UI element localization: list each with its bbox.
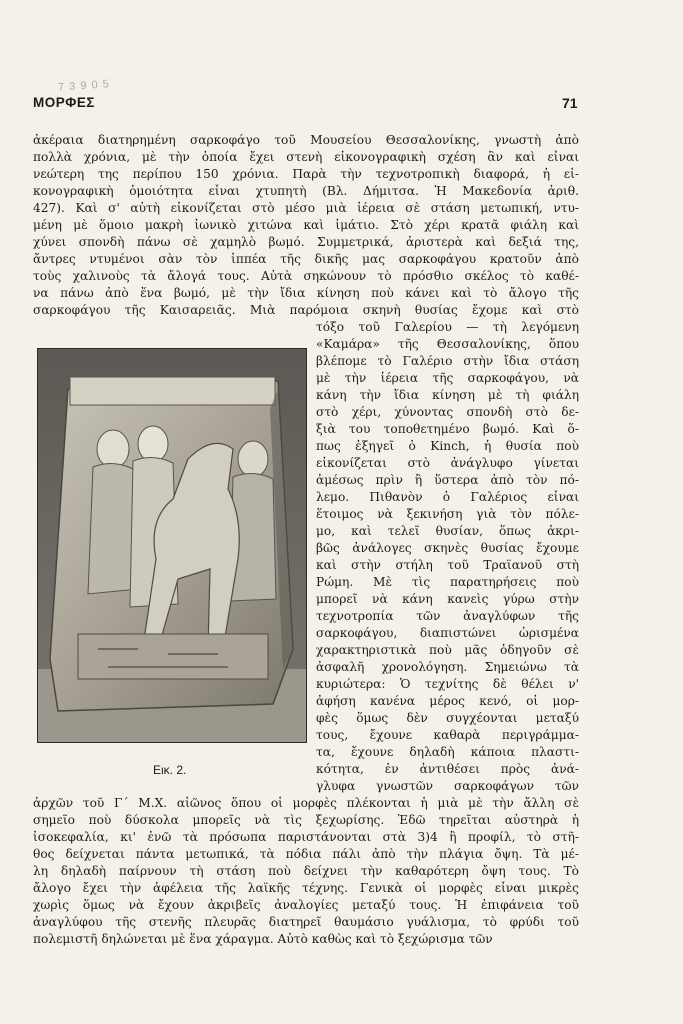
text-line: γλυφα γνωστῶν σαρκοφάγων τῶν xyxy=(316,779,579,793)
text-line: τοὺς χαλινοὺς τὰ ἄλογά τους. Αὐτὰ σηκώνουν τὸ πρόσθιο σκέλος τὸ καθέ- xyxy=(33,269,579,283)
text-line: καὶ στὴν στήλη τοῦ Τραϊανοῦ στὴ xyxy=(316,558,579,572)
text-line: σαρκοφάγου τῆς Καισαρειᾶς. Μιὰ παρόμοια σκηνὴ θυσίας ἔχομε καὶ στὸ xyxy=(33,303,579,317)
text-line: τεχνοτροπία τῶν ἀναγλύφων τῆς xyxy=(316,609,579,623)
text-line: κότητα, ἐν ἀντιθέσει πρὸς ἀνά- xyxy=(316,762,579,776)
text-line: πολλὰ χρόνια, μὲ τὴν ὁποία ἔχει στενὴ εἰκονογραφικὴ σχέση ἂν καὶ εἶναι xyxy=(33,150,579,164)
text-line: ἀρχῶν τοῦ Γ΄ Μ.Χ. αἰῶνος ὅπου οἱ μορφὲς πλέκονται ἡ μιὰ μὲ τὴν ἄλλη σὲ xyxy=(33,796,579,810)
text-line: λη δηλαδὴ παίρνουν τὴ στάση ποὺ δείχνει τὴν καθαρότερη ὄψη τους. Τὸ xyxy=(33,864,579,878)
text-line: ἰσοκεφαλία, κι' ἐνῶ τὰ πρόσωπα παριστάνονται στὰ 3)4 ἢ προφίλ, τὸ στῆ- xyxy=(33,830,579,844)
text-line: μένη μὲ ὅμοιο μακρὴ ἰωνικὸ χιτώνα καὶ ἱμάτιο. Στὸ χέρι κρατᾶ φιάλη καὶ xyxy=(33,218,579,232)
text-line: νεώτερη της περίπου 150 χρόνια. Παρὰ τὴν τεχνοτροπικὴ διαφορά, ἡ εἰ- xyxy=(33,167,579,181)
text-line: ἀναγλύφου τῆς στενῆς πλευρᾶς διατηρεῖ θαυμάσιο γυάλισμα, τὸ φρύδι τοῦ xyxy=(33,915,579,929)
text-line: θος δείχνεται πάντα μετωπικά, τὰ πόδια πάλι ἀπὸ τὴν πλάγια ὄψη. Τὰ μέ- xyxy=(33,847,579,861)
text-line: «Καμάρα» τῆς Θεσσαλονίκης, ὅπου xyxy=(316,337,579,351)
figure-caption: Εικ. 2. xyxy=(153,763,187,777)
text-line: χαρακτηριστικὰ ποὺ μᾶς ὁδηγοῦν σὲ xyxy=(316,643,579,657)
text-line: εἰκονίζεται στὸ ἀνάγλυφο γίνεται xyxy=(316,456,579,470)
relief-photograph xyxy=(37,348,307,743)
text-line: βῶς ἀνάλογες σκηνὲς θυσίας ἔχουμε xyxy=(316,541,579,555)
text-line: μὲ τὴν ἱέρεια τῆς σαρκοφάγου, νὰ xyxy=(316,371,579,385)
text-line: ἄλογο ἔχει τὴν ἀφέλεια τῆς λαϊκῆς τέχνης. Γενικὰ οἱ μορφὲς εἶναι μικρὲς xyxy=(33,881,579,895)
text-line: κάνη τὴν ἴδια κίνηση μὲ τὴ φιάλη xyxy=(316,388,579,402)
text-line: τους, ἔχουνε καθαρὰ περιγράμμα- xyxy=(316,728,579,742)
text-line: μο, καὶ τελεῖ θυσίαν, ὅπως ἀκρι- xyxy=(316,524,579,538)
text-line: κονογραφικὴ ὁμοιότητα εἶναι χτυπητὴ (Βλ. Δήμιτσα. Ἡ Μακεδονία ἀριθ. xyxy=(33,184,579,198)
text-line: τόξο τοῦ Γαλερίου — τὴ λεγόμενη xyxy=(316,320,579,334)
text-line: ἀκέραια διατηρημένη σαρκοφάγο τοῦ Μουσείου Θεσσαλονίκης, γνωστὴ ἀπὸ xyxy=(33,133,579,147)
text-line: πως ἐξηγεῖ ὁ Kinch, ἡ θυσία ποὺ xyxy=(316,439,579,453)
text-line: πολεμιστῆ δηλώνεται μὲ ἕνα χάραγμα. Αὐτὸ καθὼς καὶ τὸ ξεχώρισμα τῶν xyxy=(33,932,493,946)
running-header-title: ΜΟΡΦΕΣ xyxy=(33,95,95,110)
relief-illustration xyxy=(38,349,306,742)
text-line: 427). Καὶ σ' αὐτὴ εἰκονίζεται στὸ μέσο μιὰ ἱέρεια σὲ στάση μετωπική, ντυ- xyxy=(33,201,579,215)
text-line: σαρκοφάγου, διαπιστώνει ὡρισμένα xyxy=(316,626,579,640)
text-line: χωρὶς ὅμως νὰ ἔχουν ἀκριβεῖς ἀναλογίες μεταξύ τους. Ἡ ἐπιφάνεια τοῦ xyxy=(33,898,579,912)
text-line: ἀσφαλῆ χρονολόγηση. Σημειώνω τὰ xyxy=(316,660,579,674)
text-line: σημεῖο ποὺ δύσκολα μπορεῖς νὰ τὶς ξεχωρίσης. Ἐδῶ τηρεῖται αὐστηρὰ ἡ xyxy=(33,813,579,827)
text-line: ἕτοιμος νὰ ξεκινήση γιὰ τὸν πόλε- xyxy=(316,507,579,521)
text-line: στὸ χέρι, χύνοντας σπονδὴ στὸ δε- xyxy=(316,405,579,419)
text-line: κυριώτερα: Ὁ τεχνίτης δὲ θέλει ν' xyxy=(316,677,579,691)
text-line: Ρώμη. Μὲ τὶς παρατηρήσεις ποὺ xyxy=(316,575,579,589)
text-line: μπορεῖ νὰ κάνη κανεὶς γύρω στὴν xyxy=(316,592,579,606)
text-line: βλέπομε τὸ Γαλέριο στὴν ἴδια στάση xyxy=(316,354,579,368)
text-line: φὲς ὅμως δὲν συγχέονται μεταξύ xyxy=(316,711,579,725)
library-stamp: 7 3 9 0 5 xyxy=(57,78,111,94)
text-line: ἄντρες ντυμένοι σὰν τὸν ἱππέα τῆς δικῆς μας σαρκοφάγου κρατοῦν ἀπὸ xyxy=(33,252,579,266)
text-line: τα, ἔχουνε δηλαδὴ κάποια πλαστι- xyxy=(316,745,579,759)
page-number: 71 xyxy=(562,95,578,111)
text-line: λεμο. Πιθανὸν ὁ Γαλέριος εἶναι xyxy=(316,490,579,504)
text-line: ἀφήση κανένα μέρος κενό, οἱ μορ- xyxy=(316,694,579,708)
text-line: ξιὰ του τοποθετημένο βωμό. Καὶ ὅ- xyxy=(316,422,579,436)
text-line: χύνει σπονδὴ πάνω σὲ χαμηλὸ βωμό. Συμμετρικά, ἀριστερὰ καὶ δεξιά της, xyxy=(33,235,579,249)
text-line: ἀμέσως πρὶν ἢ ὕστερα ἀπὸ τὸν πό- xyxy=(316,473,579,487)
text-line: να πάνω ἀπὸ ἕνα βωμό, μὲ τὴν ἴδια κίνηση ποὺ κάνει καὶ τὸ ἄλογο τῆς xyxy=(33,286,579,300)
